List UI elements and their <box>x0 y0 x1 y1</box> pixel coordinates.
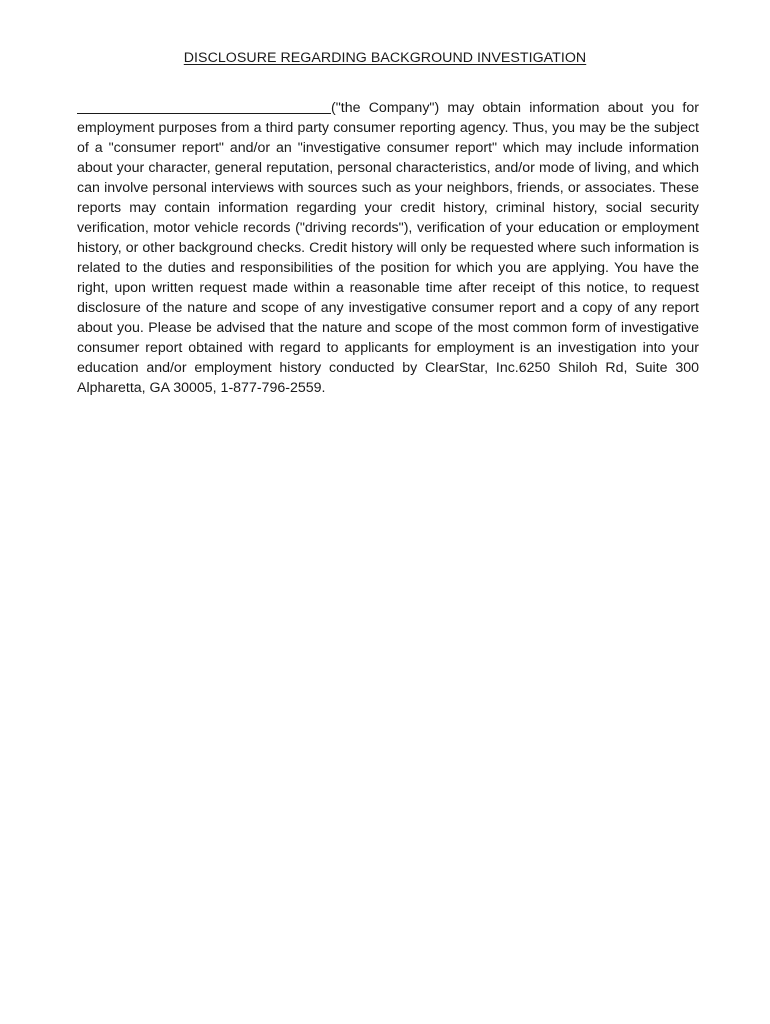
company-name-blank <box>77 99 331 114</box>
disclosure-paragraph <box>77 98 699 398</box>
disclosure-text: ("the Company") may obtain information about you for employment purposes from a third party consumer reporting agency. Thus, you may be the subject of a "consumer report" and/or an "investigative consumer report" which may include information about your character, general reputation, personal characteristics, and/or mode of living, and which can involve personal interviews with sources such as your neighbors, friends, or associates. These reports may contain information regarding your credit history, criminal history, social security verification, motor vehicle records ("driving records"), verification of your education or employment history, or other background checks. Credit history will only be requested where such information is related to the duties and responsibilities of the position for which you are applying. You have the right, upon written request made within a reasonable time after receipt of this notice, to request disclosure of the nature and scope of any investigative consumer report and a copy of any report about you. Please be advised that the nature and scope of the most common form of investigative consumer report obtained with regard to applicants for employment is an investigation into your education and/or employment history conducted by ClearStar, Inc.6250 Shiloh Rd, Suite 300 Alpharetta, GA 30005, 1-877-796-2559. <box>77 100 699 396</box>
document-title: DISCLOSURE REGARDING BACKGROUND INVESTIGATION <box>183 50 587 66</box>
